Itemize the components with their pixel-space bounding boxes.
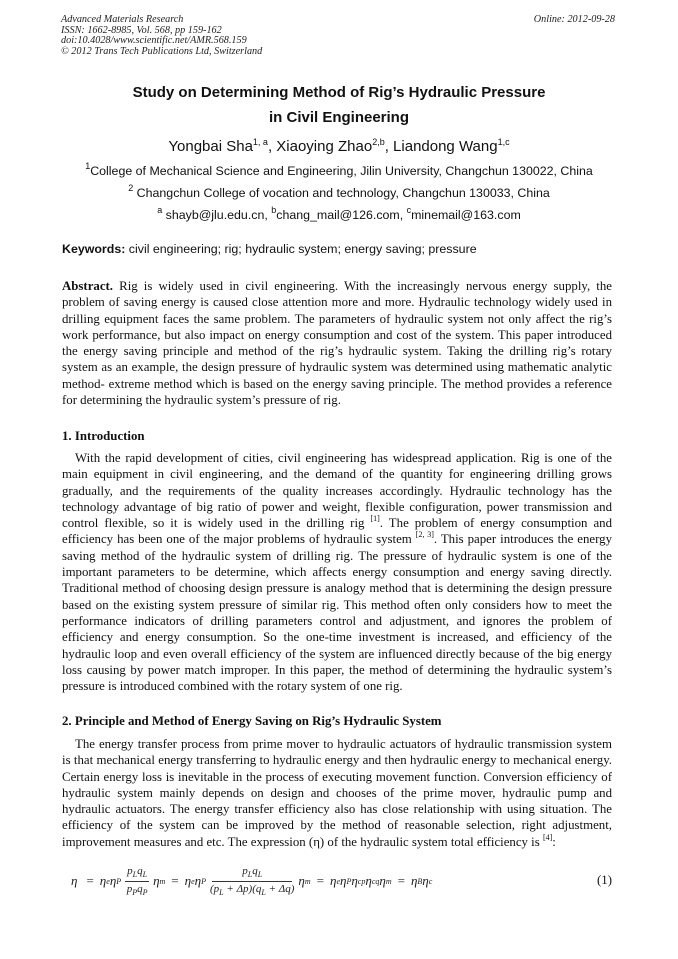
subscript: L (261, 887, 266, 897)
eta-symbol: η (109, 873, 117, 888)
email-sup: a (157, 205, 163, 215)
body-text: With the rapid development of cities, civil engineering has widespread application. Rig is one of the main equipment in civil engineering, and the demand of the quantity for engineering drilling grows gradually, and the requirements of the quality increases accordingly. Hydraulic technology has the technology advantage of big ratio of power and weight, flexible configuration, power transmission and control flexible, so it is widely used in the drilling rig (62, 451, 612, 531)
email-sup: b (271, 205, 277, 215)
fraction-denominator (210, 882, 294, 897)
eta-symbol: η (71, 873, 78, 888)
body-text: . The problem of energy consumption and efficiency has been one of the major problems of hydraulic system (62, 516, 612, 547)
eta-symbol: η (184, 873, 192, 888)
citation-link[interactable]: [2, 3] (415, 530, 434, 540)
author-name: Xiaoying Zhao (276, 138, 373, 155)
abstract-text: Rig is widely used in civil engineering. With the increasingly nervous energy supply, the problem of saving energy is caused close attention more and more. Hydraulic technology widely used in drilling equipment faces the same problem. The parameters of hydraulic system not only affect the rig’s work performance, but also impact on energy consumption and cost of the system. This paper introduced the energy saving principle and method of the rig’s hydraulic system. Taking the drilling rig’s rotary system as an example, the design pressure of hydraulic system was determined using mathematic analytic method- extreme method which is based on the energy saving principle. The method provides a reference for determining the hydraulic system’s pressure of rig. (62, 279, 612, 408)
subscript: L (132, 870, 138, 880)
equation-body (68, 864, 432, 898)
eta-symbol: η (329, 873, 337, 888)
abstract-label: Abstract. (62, 279, 114, 293)
keywords-text: civil engineering; rig; hydraulic system; energy saving; pressure (125, 242, 477, 256)
affiliation-sup: 1 (85, 161, 91, 171)
eta-symbol: η (99, 873, 107, 888)
subscript: P (116, 876, 122, 886)
issn-line: ISSN: 1662-8985, Vol. 568, pp 159-162 (61, 24, 222, 36)
subscript: m (385, 876, 392, 886)
subscript: P (132, 887, 138, 897)
subscript: P (142, 887, 148, 897)
subscript: c (428, 876, 433, 886)
subscript: P (346, 876, 352, 886)
plus-sign: + (268, 882, 277, 895)
eta-symbol: η (194, 873, 202, 888)
paren: ( (252, 882, 256, 895)
subscript: e (336, 876, 340, 886)
paren: ( (210, 882, 214, 895)
body-text: : (552, 834, 556, 849)
keywords (62, 242, 477, 256)
author-list: Yongbai Sha$^{1, a}$, Xiaoying Zhao$^{2,b}$, Liandong Wang$^{1,c}$ (168, 137, 510, 155)
subscript: B (417, 876, 423, 886)
fraction-1 (125, 865, 149, 896)
fraction-numerator (125, 865, 149, 881)
subscript: cq (371, 876, 380, 886)
eta-symbol: η (153, 873, 160, 888)
citation-link[interactable]: [4] (542, 832, 553, 842)
eta-symbol: η (365, 873, 372, 888)
var: p (213, 882, 220, 895)
subscript: L (247, 870, 253, 880)
paren: ) (248, 882, 253, 895)
author-name: Liandong Wang (393, 138, 498, 155)
equals-sign: = (86, 873, 94, 888)
fraction-2 (210, 865, 294, 896)
section-heading-principle: 2. Principle and Method of Energy Saving on Rig’s Hydraulic System (62, 714, 442, 728)
author-sup: 1, a (252, 137, 268, 147)
journal-name: Advanced Materials Research (61, 14, 184, 25)
affiliation-2 (0, 183, 678, 200)
body-text: The energy transfer process from prime mover to hydraulic actuators of hydraulic transmission system is that mechanical energy transferring to hydraulic energy and then hydraulic energy to mechanical energy. Certain energy loss is inevitable in the process of executing movement function. Conversion efficiency of hydraulic system mainly depends on design and chooses of the prime mover, hydraulic pump and hydraulic actuators. The energy transfer efficiency also has close relationship with using situation. The efficiency of the system can be improved by the method of reasonable selection, right adjustment, improvement measures and etc. The expression (η) of the hydraulic system total efficiency is (62, 737, 612, 849)
subscript: e (191, 876, 195, 886)
fraction-numerator (212, 865, 292, 881)
eta-symbol: η (340, 873, 347, 888)
eta-symbol: η (410, 873, 418, 888)
eta-symbol: η (298, 873, 305, 888)
subscript: e (106, 876, 110, 886)
equals-sign: = (316, 873, 324, 888)
var: Δp (236, 882, 249, 895)
email-link[interactable]: chang_mail@126.com, (276, 208, 407, 222)
keywords-label: Keywords: (62, 242, 126, 256)
subscript: m (304, 876, 311, 886)
eta-symbol: η (351, 873, 358, 888)
affiliation-1 (0, 161, 678, 178)
subscript: L (142, 870, 148, 880)
var: Δq (278, 882, 291, 895)
eta-symbol: η (422, 873, 429, 888)
section-heading-introduction: 1. Introduction (62, 429, 145, 443)
plus-sign: + (226, 882, 234, 895)
citation-link[interactable]: [1] (370, 514, 380, 524)
equals-sign: = (397, 873, 405, 888)
doi-line: doi:10.4028/www.scientific.net/AMR.568.159 (61, 35, 247, 47)
affiliation-text: Changchun College of vocation and technology, Changchun 130033, China (133, 186, 550, 200)
subscript: cp (357, 876, 366, 886)
subscript: P (201, 876, 206, 886)
var: q (137, 865, 143, 878)
var: q (252, 865, 258, 878)
email-link[interactable]: minemail@163.com (411, 208, 521, 222)
subscript: L (257, 870, 263, 880)
paper-title (0, 80, 678, 130)
var: p (126, 882, 133, 895)
copyright-line: © 2012 Trans Tech Publications Ltd, Switzerland (61, 45, 263, 57)
equation-number: (1) (597, 873, 612, 887)
author-name: Yongbai Sha (168, 138, 253, 155)
affiliation-sup: 2 (128, 183, 134, 193)
body-text: . This paper introduces the energy saving method of the hydraulic system of drilling rig. The pressure of hydraulic system is one of the important parameters to be determine, which affects energy consumption and energy saving directly. Traditional method of choosing design pressure is analogy method that is determining the design pressure based on the existing system pressure of similar rig. This method often only considers how to meet the performance indicators of drilling parameters control and adjustment, and ignores the problem of efficiency and energy consumption. So the one-time investment is increased, and efficiency of the hydraulic loop and even overall efficiency of the system are influenced directly because of the big energy loss causing by power match improper. In this paper, the method of determining the hydraulic system’s pressure is introduced combined with the rotary system of one rig. (62, 532, 612, 694)
author-sup: 2,b (372, 137, 385, 147)
email-sup: c (406, 205, 412, 215)
var: p (127, 865, 133, 878)
title-line-2: in Civil Engineering (268, 109, 410, 126)
email-list (0, 205, 678, 222)
var: q (255, 882, 262, 895)
eta-symbol: η (379, 873, 386, 888)
email-link[interactable]: shayb@jlu.edu.cn, (162, 208, 272, 222)
journal-header (61, 15, 262, 57)
abstract (62, 278, 612, 408)
title-line-1: Study on Determining Method of Rig’s Hydraulic Pressure (132, 84, 546, 101)
author-sup: 1,c (497, 137, 510, 147)
equation-1 (62, 864, 612, 900)
introduction-paragraph (62, 450, 612, 694)
subscript: m (159, 876, 166, 886)
affiliation-text: College of Mechanical Science and Engineering, Jilin University, Changchun 130022, China (90, 164, 593, 178)
fraction-denominator (127, 882, 148, 897)
subscript: L (219, 887, 224, 897)
equals-sign: = (171, 873, 179, 888)
var: p (242, 865, 248, 878)
var: q (137, 882, 143, 895)
online-date: Online: 2012-09-28 (533, 14, 615, 25)
paren: ) (290, 882, 295, 895)
principle-paragraph (62, 736, 612, 850)
